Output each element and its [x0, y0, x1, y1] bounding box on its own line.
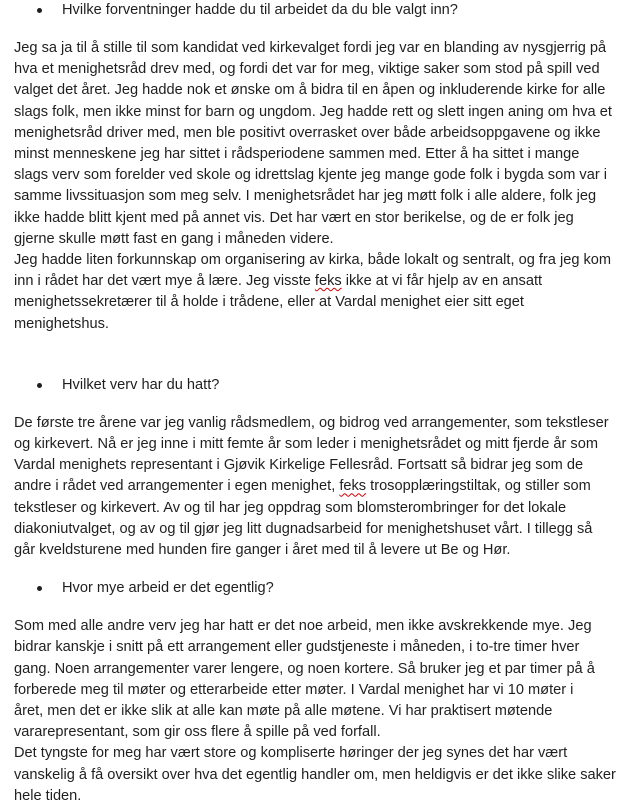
text-line: og kirkevert. Nå er jeg inne i mitt femte år som leder i menighetsrådet og mitt fjerde år som — [14, 436, 598, 453]
question-bullet — [14, 578, 622, 599]
text-line: diakoniutvalget, og av og til gjør jeg litt dugnadsarbeid for menighetshuset vårt. I tillegg så — [14, 520, 593, 537]
text-line: Jeg sa ja til å stille til som kandidat ved kirkevalget fordi jeg var en blanding av nysgjerrig på — [14, 40, 607, 56]
text-line: menighetssekretærer til å holde i trådene, eller at Vardal menighet eier sitt eget — [14, 294, 524, 311]
text-line: vanskelig å få oversikt over hva det egentlig handler om, men heldigvis er det ikke slike saker — [14, 766, 616, 783]
document-body — [14, 0, 622, 807]
answer-paragraph — [14, 413, 622, 561]
text-line: slags folk, men ikke minst for barn og ungdom. Jeg hadde rett og slett ingen aning om hva et — [14, 103, 612, 120]
text-line: året, men det er ikke slik at alle kan møte på alle møtene. Vi har praktisert møtende — [14, 703, 553, 720]
text-line: Vardal menighets representant i Gjøvik Kirkelige Fellesråd. Fortsatt så bidrar jeg som de — [14, 457, 584, 474]
text-line: vararepresentant, som gir oss flere å spille på ved forfall. — [14, 724, 381, 741]
bullet-dot-icon — [37, 8, 42, 13]
question-bullet — [14, 0, 622, 21]
bullet-dot-icon — [37, 586, 42, 591]
text-line: går kveldsturene med hunden fire ganger i året med til å levere ut Be og Hør. — [14, 542, 511, 559]
answer-paragraph — [14, 616, 622, 743]
question-heading: Hvor mye arbeid er det egentlig? — [62, 580, 274, 597]
bullet-dot-icon — [37, 383, 42, 388]
text-line: gjerne skulle møtt fast en gang i måneden videre. — [14, 230, 334, 247]
question-heading: Hvilket verv har du hatt? — [62, 376, 220, 393]
text-line: forberede meg til møter og etterarbeide etter møter. I Vardal menighet har vi 10 møter i — [14, 681, 574, 698]
text-line: Jeg hadde liten forkunnskap om organisering av kirka, både lokalt og sentralt, og fra jeg kom — [14, 252, 612, 269]
spellcheck-flagged-word: feks — [339, 478, 367, 495]
text-line: bidrar kanskje i snitt på ett arrangement eller gudstjeneste i måneden, i to-tre timer hver — [14, 639, 580, 656]
answer-paragraph — [14, 38, 622, 250]
text-line: tekstleser og kirkevert. Av og til har jeg oppdrag som blomsterombringer for det lokale — [14, 499, 567, 516]
text-line: menighetsråd driver med, men ble positivt overrasket over både arbeidsoppgavene og ikke — [14, 124, 601, 141]
text-line: andre i rådet ved arrangementer i egen menighet, feks trosopplæringstiltak, og stiller som — [14, 478, 591, 495]
spellcheck-flagged-word: feks — [314, 273, 342, 290]
text-line: hva et menighetsråd drev med, og fordi det var for meg, viktige saker som stod på spill ved — [14, 61, 600, 78]
text-line: slags verv som forelder ved skole og idrettslag kjente jeg mange gode folk i bygda som var i — [14, 167, 607, 184]
text-line: inn i rådet har det vært mye å lære. Jeg visste feks ikke at vi får hjelp av en ansatt — [14, 273, 543, 290]
text-line: hele tiden. — [14, 787, 82, 804]
answer-paragraph — [14, 743, 622, 807]
text-line: samme livssituasjon som meg selv. I menighetsrådet har jeg møtt folk i alle aldere, folk jeg — [14, 188, 597, 205]
text-line: Som med alle andre verv jeg har hatt er det noe arbeid, men ikke avskrekkende mye. Jeg — [14, 618, 592, 635]
text-line: De første tre årene var jeg vanlig rådsmedlem, og bidrog ved arrangementer, som tekstleser — [14, 414, 609, 431]
text-line: ikke hadde blitt kjent med på annet vis. Det har vært en stor berikelse, og de er folk jeg — [14, 209, 574, 226]
question-heading: Hvilke forventninger hadde du til arbeidet da du ble valgt inn? — [62, 2, 458, 18]
text-line: Det tyngste for meg har vært store og kompliserte høringer der jeg synes det har vært — [14, 745, 568, 762]
text-line: gang. Noen arrangementer varer lengere, og noen kortere. Så bruker jeg et par timer på å — [14, 660, 595, 677]
answer-paragraph — [14, 250, 622, 335]
text-line: menighetshus. — [14, 315, 109, 332]
text-line: minst menneskene jeg har sittet i rådsperiodene sammen med. Etter å ha sittet i mange — [14, 146, 580, 163]
question-bullet — [14, 375, 622, 396]
text-line: valget det året. Jeg hadde nok et ønske om å bidra til en åpen og inkluderende kirke for alle — [14, 82, 606, 99]
